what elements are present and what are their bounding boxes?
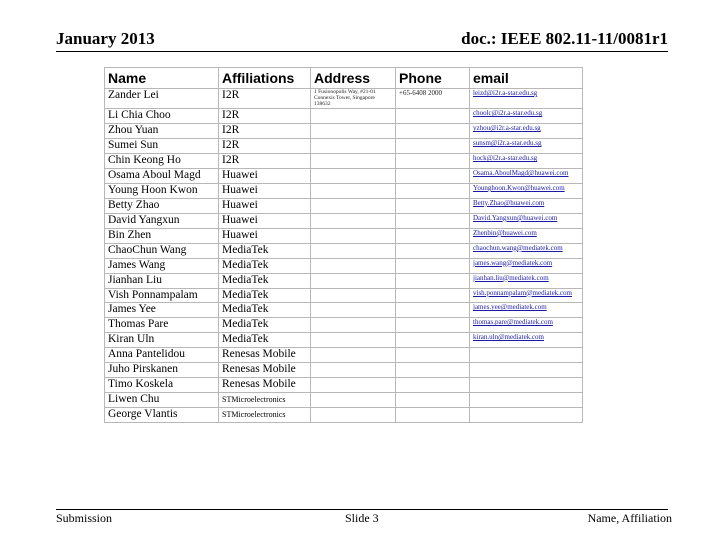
address-cell <box>311 258 396 273</box>
table-row <box>105 89 583 109</box>
affiliation-cell: Renesas Mobile <box>219 363 311 378</box>
email-cell: Younghoon.Kwon@huawei.com <box>470 183 583 198</box>
phone-cell <box>396 363 470 378</box>
email-cell <box>470 378 583 393</box>
table-row <box>105 393 583 408</box>
email-cell: james.wang@mediatek.com <box>470 258 583 273</box>
address-cell <box>311 183 396 198</box>
address-cell <box>311 408 396 423</box>
address-cell <box>311 393 396 408</box>
affiliation-cell: I2R <box>219 124 311 139</box>
affiliation-cell: I2R <box>219 109 311 124</box>
name-cell: Chin Keong Ho <box>105 154 219 169</box>
address-cell <box>311 228 396 243</box>
email-cell: sunsm@i2r.a-star.edu.sg <box>470 139 583 154</box>
attendee-table <box>104 67 583 423</box>
table-row <box>105 288 583 303</box>
address-cell <box>311 303 396 318</box>
header-rule <box>56 51 668 52</box>
header-doc-id: doc.: IEEE 802.11-11/0081r1 <box>461 29 668 48</box>
address-cell <box>311 273 396 288</box>
email-cell: vish.ponnampalam@mediatek.com <box>470 288 583 303</box>
name-cell: James Wang <box>105 258 219 273</box>
email-cell: hock@i2r.a-star.edu.sg <box>470 154 583 169</box>
footer-slide-number: Slide 3 <box>345 511 379 525</box>
table-row <box>105 363 583 378</box>
table-row <box>105 124 583 139</box>
name-cell: George Vlantis <box>105 408 219 423</box>
affiliation-cell: I2R <box>219 139 311 154</box>
name-cell: Li Chia Choo <box>105 109 219 124</box>
affiliation-cell: Huawei <box>219 169 311 184</box>
name-cell: Thomas Pare <box>105 318 219 333</box>
phone-cell <box>396 243 470 258</box>
affiliation-cell: Renesas Mobile <box>219 348 311 363</box>
table-row <box>105 198 583 213</box>
email-cell <box>470 393 583 408</box>
affiliation-cell: MediaTek <box>219 258 311 273</box>
name-cell: Kiran Uln <box>105 333 219 348</box>
affiliation-cell: MediaTek <box>219 318 311 333</box>
address-cell <box>311 139 396 154</box>
phone-cell <box>396 303 470 318</box>
affiliation-cell: I2R <box>219 89 311 109</box>
email-cell: Betty.Zhao@huawei.com <box>470 198 583 213</box>
email-cell: kiran.uln@mediatek.com <box>470 333 583 348</box>
address-cell <box>311 378 396 393</box>
name-cell: Anna Pantelidou <box>105 348 219 363</box>
affiliation-cell: Huawei <box>219 198 311 213</box>
phone-cell <box>396 378 470 393</box>
footer-rule <box>56 509 668 510</box>
phone-cell <box>396 408 470 423</box>
phone-cell <box>396 124 470 139</box>
email-cell: thomas.pare@mediatek.com <box>470 318 583 333</box>
name-cell: Vish Ponnampalam <box>105 288 219 303</box>
address-cell <box>311 154 396 169</box>
name-cell: Zander Lei <box>105 89 219 109</box>
table-row <box>105 258 583 273</box>
email-cell: leizd@i2r.a-star.edu.sg <box>470 89 583 109</box>
name-cell: David Yangxun <box>105 213 219 228</box>
address-cell <box>311 288 396 303</box>
phone-cell <box>396 183 470 198</box>
name-cell: Betty Zhao <box>105 198 219 213</box>
phone-cell <box>396 318 470 333</box>
table-row <box>105 243 583 258</box>
affiliation-cell: STMicroelectronics <box>219 393 311 408</box>
affiliation-cell: I2R <box>219 154 311 169</box>
address-cell <box>311 169 396 184</box>
email-cell <box>470 363 583 378</box>
column-header-email: email <box>470 68 583 89</box>
phone-cell <box>396 154 470 169</box>
name-cell: Sumei Sun <box>105 139 219 154</box>
address-cell <box>311 363 396 378</box>
name-cell: Juho Pirskanen <box>105 363 219 378</box>
address-cell <box>311 318 396 333</box>
affiliation-cell: MediaTek <box>219 243 311 258</box>
email-cell <box>470 408 583 423</box>
name-cell: Zhou Yuan <box>105 124 219 139</box>
email-cell: Osama.AboulMagd@huawei.com <box>470 169 583 184</box>
column-header-affiliations: Affiliations <box>219 68 311 89</box>
attendee-table-image <box>104 67 582 423</box>
email-cell <box>470 348 583 363</box>
column-header-address: Address <box>311 68 396 89</box>
email-cell: chaochun.wang@mediatek.com <box>470 243 583 258</box>
name-cell: Jianhan Liu <box>105 273 219 288</box>
address-cell <box>311 243 396 258</box>
affiliation-cell: STMicroelectronics <box>219 408 311 423</box>
table-row <box>105 333 583 348</box>
name-cell: Bin Zhen <box>105 228 219 243</box>
table-row <box>105 303 583 318</box>
name-cell: Liwen Chu <box>105 393 219 408</box>
phone-cell <box>396 198 470 213</box>
phone-cell <box>396 348 470 363</box>
affiliation-cell: MediaTek <box>219 273 311 288</box>
email-cell: David.Yangxun@huawei.com <box>470 213 583 228</box>
affiliation-cell: MediaTek <box>219 303 311 318</box>
address-cell <box>311 109 396 124</box>
email-cell: james.yee@mediatek.com <box>470 303 583 318</box>
address-cell <box>311 198 396 213</box>
phone-cell <box>396 109 470 124</box>
phone-cell <box>396 288 470 303</box>
table-row <box>105 139 583 154</box>
affiliation-cell: Huawei <box>219 183 311 198</box>
phone-cell <box>396 273 470 288</box>
affiliation-cell: MediaTek <box>219 288 311 303</box>
table-row <box>105 318 583 333</box>
phone-cell <box>396 393 470 408</box>
affiliation-cell: Renesas Mobile <box>219 378 311 393</box>
name-cell: ChaoChun Wang <box>105 243 219 258</box>
address-cell <box>311 213 396 228</box>
name-cell: Osama Aboul Magd <box>105 169 219 184</box>
table-row <box>105 378 583 393</box>
phone-cell <box>396 333 470 348</box>
table-row <box>105 183 583 198</box>
table-row <box>105 408 583 423</box>
email-cell: Zhenbin@huawei.com <box>470 228 583 243</box>
phone-cell: +65-6408 2000 <box>396 89 470 109</box>
table-row <box>105 213 583 228</box>
column-header-phone: Phone <box>396 68 470 89</box>
header-date: January 2013 <box>56 29 155 48</box>
table-header-row <box>105 68 583 89</box>
phone-cell <box>396 228 470 243</box>
address-cell <box>311 348 396 363</box>
phone-cell <box>396 139 470 154</box>
affiliation-cell: Huawei <box>219 228 311 243</box>
footer-name-affiliation: Name, Affiliation <box>587 511 672 525</box>
table-row <box>105 348 583 363</box>
name-cell: Timo Koskela <box>105 378 219 393</box>
footer-submission: Submission <box>56 511 113 525</box>
phone-cell <box>396 213 470 228</box>
address-cell <box>311 333 396 348</box>
name-cell: Young Hoon Kwon <box>105 183 219 198</box>
table-row <box>105 273 583 288</box>
phone-cell <box>396 169 470 184</box>
table-row <box>105 109 583 124</box>
email-cell: jianhan.liu@mediatek.com <box>470 273 583 288</box>
affiliation-cell: MediaTek <box>219 333 311 348</box>
phone-cell <box>396 258 470 273</box>
table-row <box>105 169 583 184</box>
email-cell: yzhou@i2r.a-star.edu.sg <box>470 124 583 139</box>
table-row <box>105 228 583 243</box>
column-header-name: Name <box>105 68 219 89</box>
affiliation-cell: Huawei <box>219 213 311 228</box>
name-cell: James Yee <box>105 303 219 318</box>
table-row <box>105 154 583 169</box>
address-cell <box>311 124 396 139</box>
email-cell: choolc@i2r.a-star.edu.sg <box>470 109 583 124</box>
address-cell: 1 Fusionopolis Way, #21-01 Connexis Tower, Singapore 138632 <box>311 89 396 109</box>
